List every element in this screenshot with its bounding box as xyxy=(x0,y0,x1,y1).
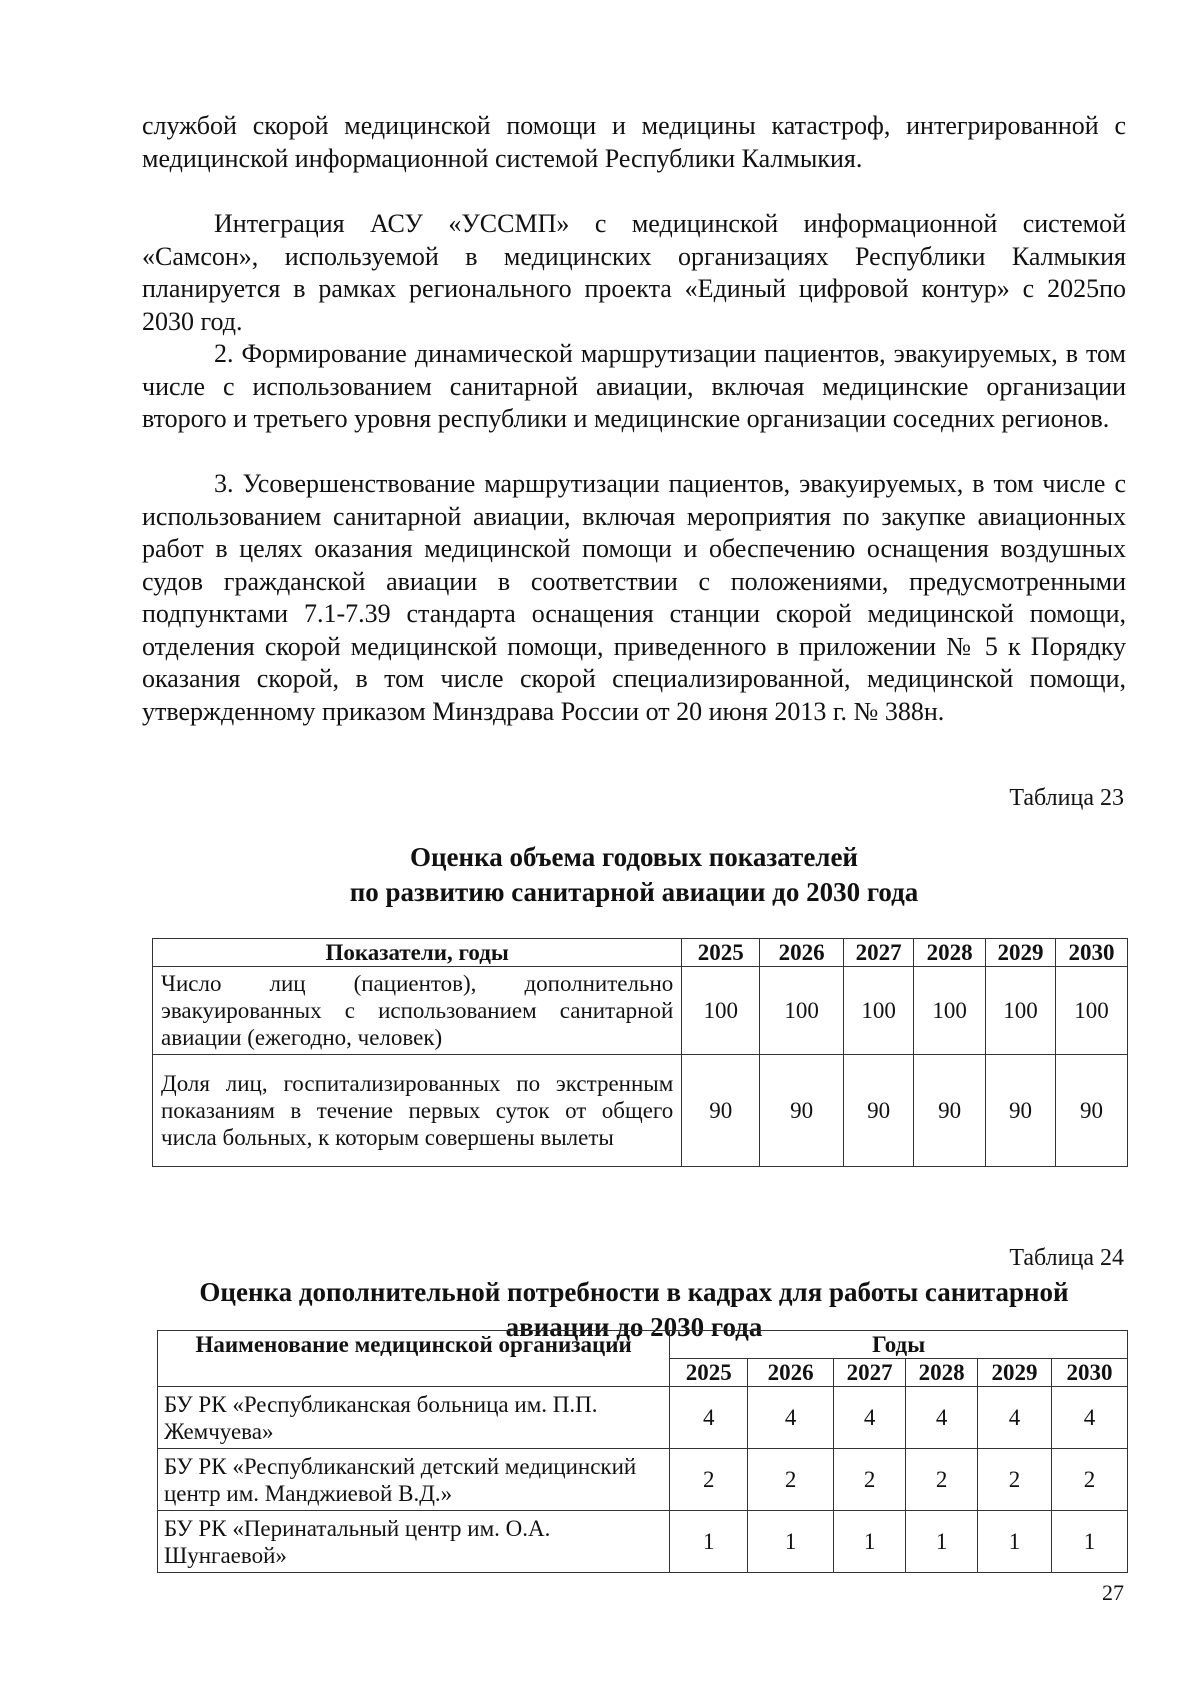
paragraph-continuation: службой скорой медицинской помощи и медицины катастроф, интегрированной с медицинской информационной системой Республики Калмыкия. xyxy=(142,111,1126,173)
table-cell: 100 xyxy=(682,967,760,1055)
table-cell: 2 xyxy=(1052,1449,1128,1511)
table-row-label: Доля лиц, госпитализированных по экстренным показаниям в течение первых суток от общего числа больных, к которым совершены вылеты xyxy=(153,1055,682,1167)
table-cell: 100 xyxy=(986,967,1056,1055)
table-23-title-line2: по развитию санитарной авиации до 2030 года xyxy=(349,877,919,907)
table-cell: 90 xyxy=(1056,1055,1128,1167)
table-cell: 4 xyxy=(834,1387,906,1449)
table-cell: 100 xyxy=(760,967,844,1055)
table-24 xyxy=(157,1330,1128,1573)
table-cell: 4 xyxy=(978,1387,1052,1449)
table-header-cell: 2030 xyxy=(1056,939,1128,967)
table-cell: 100 xyxy=(914,967,986,1055)
table-header-cell: Годы xyxy=(670,1331,1128,1359)
table-23-title xyxy=(142,840,1126,910)
paragraph-item-2: 2. Формирование динамической маршрутизации пациентов, эвакуируемых, в том числе с использованием санитарной авиации, включая медицинские организации второго и третьего уровня республики и медицинские организации соседних регионов. xyxy=(142,339,1126,433)
table-row xyxy=(153,1055,1128,1167)
table-cell: 2 xyxy=(978,1449,1052,1511)
table-header-cell: 2027 xyxy=(834,1359,906,1387)
page-number: 27 xyxy=(1102,1580,1124,1605)
table-24-header-row xyxy=(158,1331,1128,1359)
table-header-cell: 2029 xyxy=(978,1359,1052,1387)
table-cell: 90 xyxy=(682,1055,760,1167)
table-cell: 1 xyxy=(748,1511,834,1573)
paragraph-integration: Интеграция АСУ «УССМП» с медицинской информационной системой «Самсон», используемой в медицинских организациях Республики Калмыкия планируется в рамках регионального проекта «Единый цифровой контур» с 2025по 2030 год. xyxy=(142,209,1126,336)
table-header-cell: 2030 xyxy=(1052,1359,1128,1387)
paragraph-item-3: 3. Усовершенствование маршрутизации пациентов, эвакуируемых, в том числе с использованием санитарной авиации, включая мероприятия по закупке авиационных работ в целях оказания медицинской помощи и обеспечению оснащения воздушных судов гражданской авиации в соответствии с положениями, предусмотренными подпунктами 7.1-7.39 стандарта оснащения станции скорой медицинской помощи, отделения скорой медицинской помощи, приведенного в приложении № 5 к Порядку оказания скорой, в том числе скорой специализированной, медицинской помощи, утвержденному приказом Минздрава России от 20 июня 2013 г. № 388н. xyxy=(142,469,1126,726)
table-header-cell: 2029 xyxy=(986,939,1056,967)
table-24-title-line2: авиации до 2030 года xyxy=(505,1312,763,1342)
table-row-label: БУ РК «Республиканский детский медицинский центр им. Манджиевой В.Д.» xyxy=(158,1449,670,1511)
table-cell: 1 xyxy=(670,1511,748,1573)
table-header-cell: 2026 xyxy=(760,939,844,967)
table-23-caption: Таблица 23 xyxy=(1009,785,1124,811)
table-cell: 4 xyxy=(1052,1387,1128,1449)
table-cell: 4 xyxy=(670,1387,748,1449)
table-header-cell: 2028 xyxy=(914,939,986,967)
table-24-caption: Таблица 24 xyxy=(1009,1245,1124,1271)
table-cell: 90 xyxy=(914,1055,986,1167)
table-row xyxy=(153,967,1128,1055)
table-header-cell: Показатели, годы xyxy=(153,939,682,967)
table-row-label: БУ РК «Республиканская больница им. П.П. Жемчуева» xyxy=(158,1387,670,1449)
table-header-cell: 2026 xyxy=(748,1359,834,1387)
table-cell: 2 xyxy=(834,1449,906,1511)
table-header-cell: 2028 xyxy=(906,1359,978,1387)
table-row xyxy=(158,1449,1128,1511)
table-cell: 90 xyxy=(760,1055,844,1167)
table-row xyxy=(158,1511,1128,1573)
table-cell: 100 xyxy=(844,967,914,1055)
table-cell: 90 xyxy=(844,1055,914,1167)
table-cell: 2 xyxy=(748,1449,834,1511)
table-header-cell: 2025 xyxy=(670,1359,748,1387)
table-cell: 2 xyxy=(670,1449,748,1511)
table-23 xyxy=(152,938,1128,1167)
table-row xyxy=(158,1387,1128,1449)
table-header-cell: Наименование медицинской организации xyxy=(158,1331,670,1387)
table-cell: 90 xyxy=(986,1055,1056,1167)
table-row-label: Число лиц (пациентов), дополнительно эвакуированных с использованием санитарной авиации (ежегодно, человек) xyxy=(153,967,682,1055)
table-cell: 1 xyxy=(834,1511,906,1573)
table-cell: 2 xyxy=(906,1449,978,1511)
table-23-header-row xyxy=(153,939,1128,967)
table-24-title-line1: Оценка дополнительной потребности в кадрах для работы санитарной xyxy=(199,1277,1069,1307)
table-cell: 1 xyxy=(906,1511,978,1573)
table-row-label: БУ РК «Перинатальный центр им. О.А. Шунгаевой» xyxy=(158,1511,670,1573)
table-cell: 100 xyxy=(1056,967,1128,1055)
table-cell: 4 xyxy=(748,1387,834,1449)
table-header-cell: 2027 xyxy=(844,939,914,967)
table-cell: 4 xyxy=(906,1387,978,1449)
table-cell: 1 xyxy=(978,1511,1052,1573)
table-cell: 1 xyxy=(1052,1511,1128,1573)
table-23-title-line1: Оценка объема годовых показателей xyxy=(409,842,858,872)
table-header-cell: 2025 xyxy=(682,939,760,967)
